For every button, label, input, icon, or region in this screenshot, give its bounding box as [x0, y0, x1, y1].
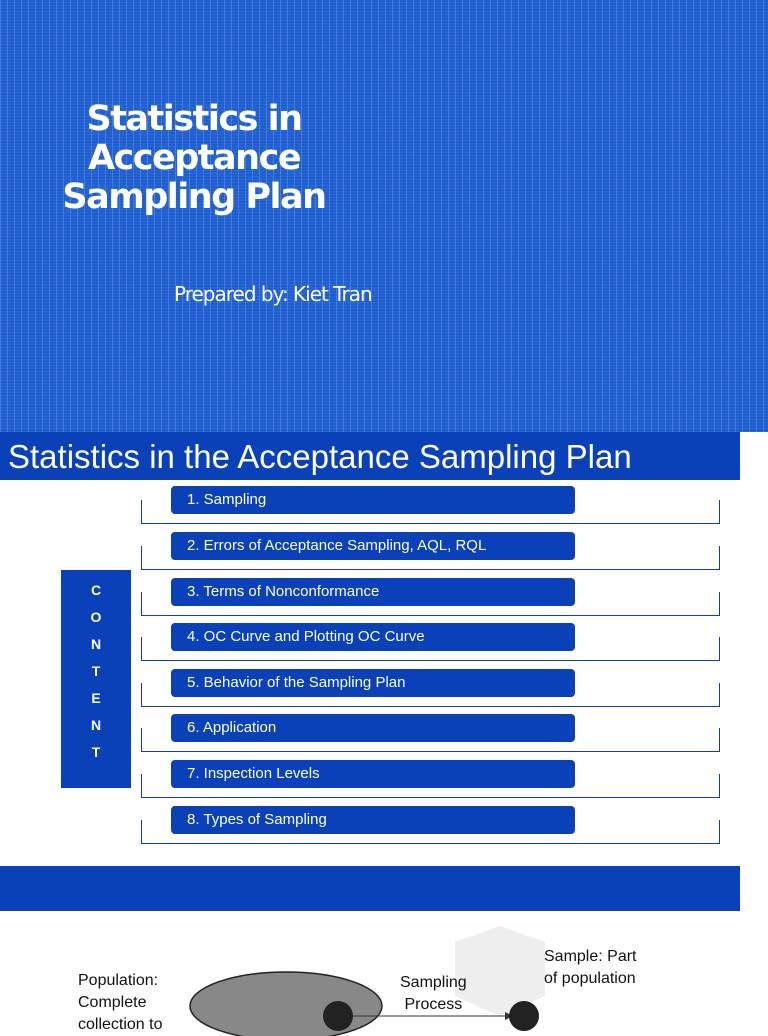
sample-label [544, 946, 636, 990]
title-line: Statistics in [86, 99, 302, 139]
content-item-label: 3. Terms of Nonconformance [187, 583, 380, 600]
population-ellipse [190, 972, 382, 1036]
content-item-sampling [171, 486, 575, 514]
content-item-application [171, 714, 575, 742]
content-item-behavior [171, 669, 575, 697]
content-letter: E [91, 690, 101, 706]
content-item-label: 8. Types of Sampling [187, 811, 327, 828]
title-slide [0, 0, 768, 432]
sample-label-line: Sample: Part [544, 948, 637, 965]
content-side-label [61, 570, 131, 788]
content-letter: C [90, 582, 102, 598]
process-label [400, 972, 467, 1016]
content-item-types-of-sampling [171, 806, 575, 834]
sampling-slide [0, 866, 768, 1033]
content-letter: N [90, 717, 102, 733]
population-label-line: Population: [78, 972, 159, 989]
content-item-label: 4. OC Curve and Plotting OC Curve [187, 628, 425, 645]
contents-slide [0, 432, 768, 866]
title-line: Sampling Plan [62, 177, 326, 217]
content-item-label: 2. Errors of Acceptance Sampling, AQL, RQL [187, 537, 487, 554]
presenter-subtitle: Prepared by: Kiet Tran [174, 282, 372, 306]
population-sample-dot [323, 1001, 353, 1031]
process-label-line: Sampling [400, 974, 467, 991]
content-letter: T [91, 663, 101, 679]
content-item-label: 5. Behavior of the Sampling Plan [187, 674, 406, 691]
sample-dot [509, 1001, 539, 1031]
content-item-errors [171, 532, 575, 560]
contents-header [0, 432, 740, 480]
title-line: Acceptance [87, 138, 301, 178]
content-letter: T [91, 744, 101, 760]
content-item-oc-curve [171, 623, 575, 651]
sample-label-line: of population [544, 970, 636, 987]
process-label-line: Process [404, 996, 463, 1013]
sample-background-shape [455, 926, 545, 1016]
content-item-inspection-levels [171, 760, 575, 788]
content-item-nonconformance [171, 578, 575, 606]
content-item-label: 1. Sampling [187, 491, 267, 508]
population-label-line: Complete [78, 994, 147, 1011]
population-label [78, 970, 163, 1036]
population-label-line: collection to [78, 1016, 163, 1033]
content-letter: N [90, 636, 102, 652]
content-item-label: 6. Application [187, 719, 277, 736]
contents-title: Statistics in the Acceptance Sampling Plan [8, 438, 632, 475]
presentation-title [34, 100, 354, 217]
content-item-label: 7. Inspection Levels [187, 765, 320, 782]
content-letter: O [90, 609, 102, 625]
